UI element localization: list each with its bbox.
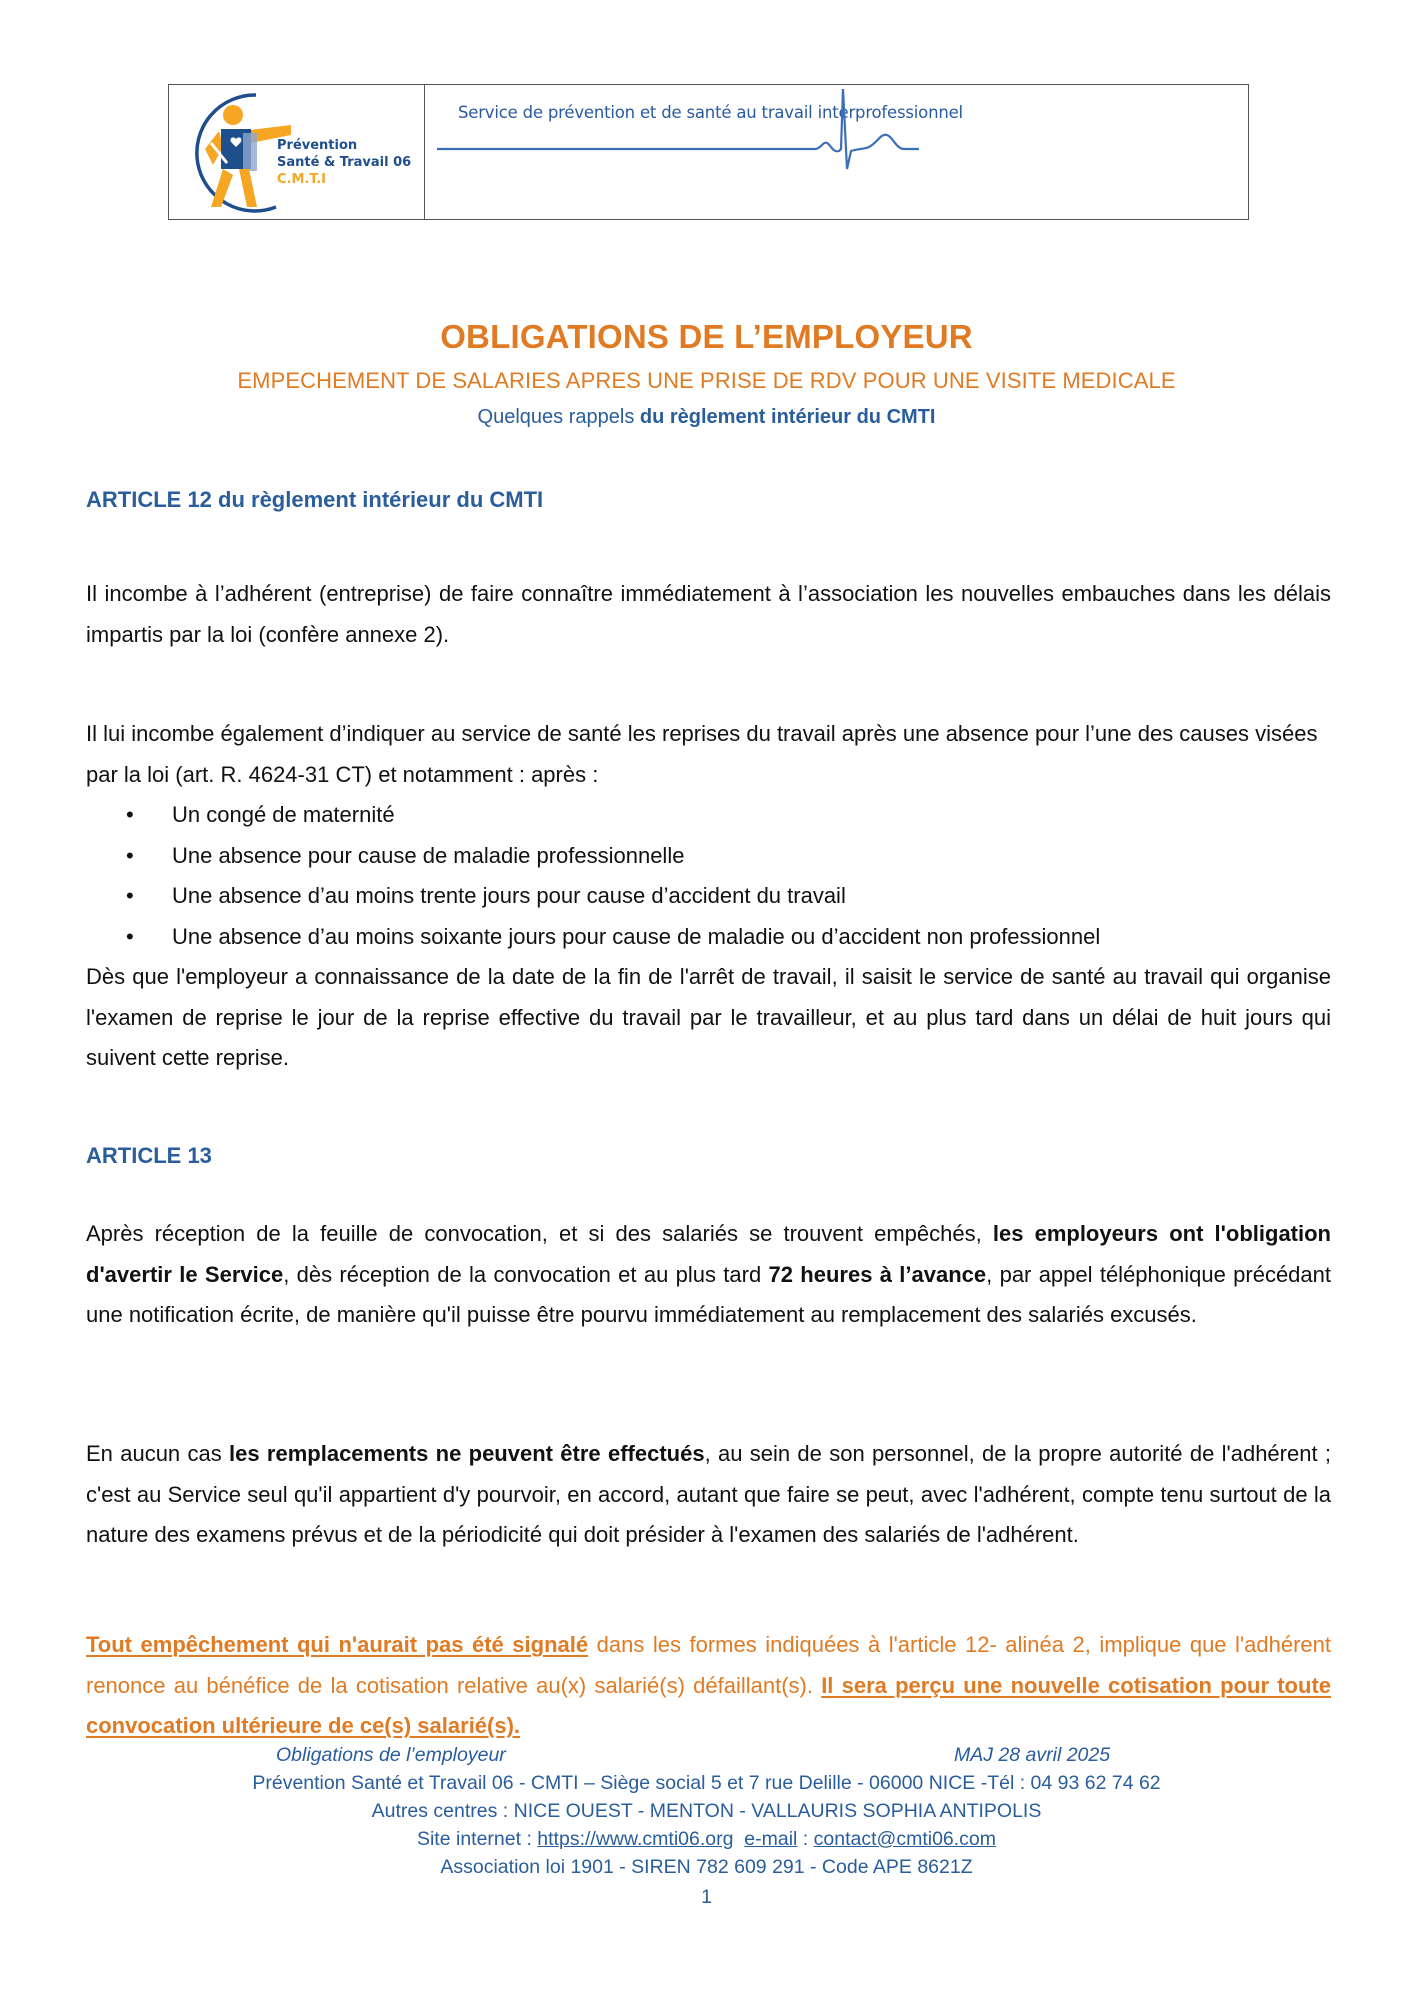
footer-contact — [0, 1828, 1413, 1851]
text-run: En aucun cas — [86, 1441, 230, 1466]
footer-doc-title: Obligations de l’employeur — [276, 1744, 506, 1766]
email-label-link[interactable]: e-mail — [744, 1828, 798, 1850]
footer-updated-date: MAJ 28 avril 2025 — [954, 1744, 1111, 1766]
service-tagline: Service de prévention et de santé au travail interprofessionnel — [458, 103, 963, 122]
email-separator: : — [797, 1828, 814, 1850]
site-label: Site internet : — [416, 1828, 538, 1850]
article-12-block — [86, 714, 1331, 1079]
emphasis-72-hours: 72 heures à l’avance — [768, 1261, 987, 1287]
article-12-heading: ARTICLE 12 du règlement intérieur du CMTI — [86, 487, 544, 512]
footer-legal: Association loi 1901 - SIREN 782 609 291 - Code APE 8621Z — [440, 1856, 973, 1878]
logo-line-2: Santé & Travail 06 — [277, 155, 412, 170]
absence-causes-list — [86, 795, 1331, 957]
penalty-warning — [86, 1625, 1331, 1747]
page-subtitle: EMPECHEMENT DE SALARIES APRES UNE PRISE DE RDV POUR UNE VISITE MEDICALE — [237, 368, 1176, 393]
article-13-heading: ARTICLE 13 — [86, 1143, 212, 1168]
article-12-paragraph-1: Il incombe à l’adhérent (entreprise) de faire connaître immédiatement à l’association les nouvelles embauches dans les délais impartis par la loi (confère annexe 2). — [86, 581, 1331, 647]
page-number: 1 — [701, 1886, 712, 1908]
text-run: , au sein de son personnel, de la propre autorité de l'adhérent ; c'est au Service seul qu'il appartient d'y pourvoir, en accord, autant que faire se peut, avec l'adhérent, compte tenu surtout de la nature des examens prévus et de la périodicité qui doit présider à l'examen des salariés de l'adhérent. — [86, 1441, 1332, 1547]
reminder-plain: Quelques rappels — [477, 406, 640, 428]
reminder-bold: du règlement intérieur du CMTI — [639, 406, 936, 428]
page-reminder — [0, 406, 1413, 429]
page-title: OBLIGATIONS DE L’EMPLOYEUR — [440, 318, 973, 355]
article-12-paragraph-2: Il lui incombe également d’indiquer au service de santé les reprises du travail après une absence pour l’une des causes visées par la loi (art. R. 4624-31 CT) et notamment : après : — [86, 721, 1318, 787]
website-link[interactable]: https://www.cmti06.org — [537, 1828, 734, 1850]
warning-emphasis-2: Il sera perçu une nouvelle cotisation pour toute convocation ultérieure de ce(s) salarié(s). — [86, 1672, 1332, 1738]
text-run: , par appel téléphonique précédant une notification écrite, de manière qu'il puisse être pourvu immédiatement au remplacement des salariés excusés. — [86, 1261, 1331, 1327]
list-item: • Une absence pour cause de maladie professionnelle — [86, 836, 1331, 877]
article-13-paragraph-2 — [86, 1434, 1331, 1556]
text-run: , dès réception de la convocation et au plus tard — [283, 1261, 769, 1287]
email-link[interactable]: contact@cmti06.com — [813, 1828, 997, 1850]
emphasis-replacements: les remplacements ne peuvent être effectués — [229, 1441, 705, 1466]
footer-address: Prévention Santé et Travail 06 - CMTI – Siège social 5 et 7 rue Delille - 06000 NICE -Tél : 04 93 62 74 62 — [252, 1772, 1161, 1794]
list-item: • Un congé de maternité — [86, 795, 1331, 836]
logo-line-3: C.M.T.I — [277, 172, 327, 187]
emphasis-obligation: les employeurs ont l'obligation d'avertir le Service — [86, 1221, 1331, 1287]
logo-cell — [169, 85, 425, 219]
ecg-heartbeat-icon — [437, 85, 1237, 185]
logo-text — [277, 137, 411, 188]
list-item: • Une absence d’au moins soixante jours pour cause de maladie ou d’accident non professionnel — [86, 917, 1331, 958]
warning-emphasis-1: Tout empêchement qui n'aurait pas été signalé — [86, 1632, 589, 1657]
article-13-paragraph-1 — [86, 1214, 1331, 1336]
header-banner — [168, 84, 1249, 220]
article-12-paragraph-3: Dès que l'employeur a connaissance de la date de la fin de l'arrêt de travail, il saisit le service de santé au travail qui organise l'examen de reprise le jour de la reprise effective du travail par le travailleur, et au plus tard dans un délai de huit jours qui suivent cette reprise. — [86, 964, 1331, 1070]
text-run: dans les formes indiquées à l'article 12- alinéa 2, implique que l'adhérent renonce au bénéfice de la cotisation relative au(x) salarié(s) défaillant(s). — [86, 1632, 1331, 1698]
footer-centers: Autres centres : NICE OUEST - MENTON - VALLAURIS SOPHIA ANTIPOLIS — [371, 1800, 1042, 1822]
list-item: • Une absence d’au moins trente jours pour cause d’accident du travail — [86, 876, 1331, 917]
tagline-cell — [425, 85, 1248, 219]
logo-line-1: Prévention — [277, 138, 358, 153]
text-run: Après réception de la feuille de convocation, et si des salariés se trouvent empêchés, — [86, 1221, 993, 1246]
